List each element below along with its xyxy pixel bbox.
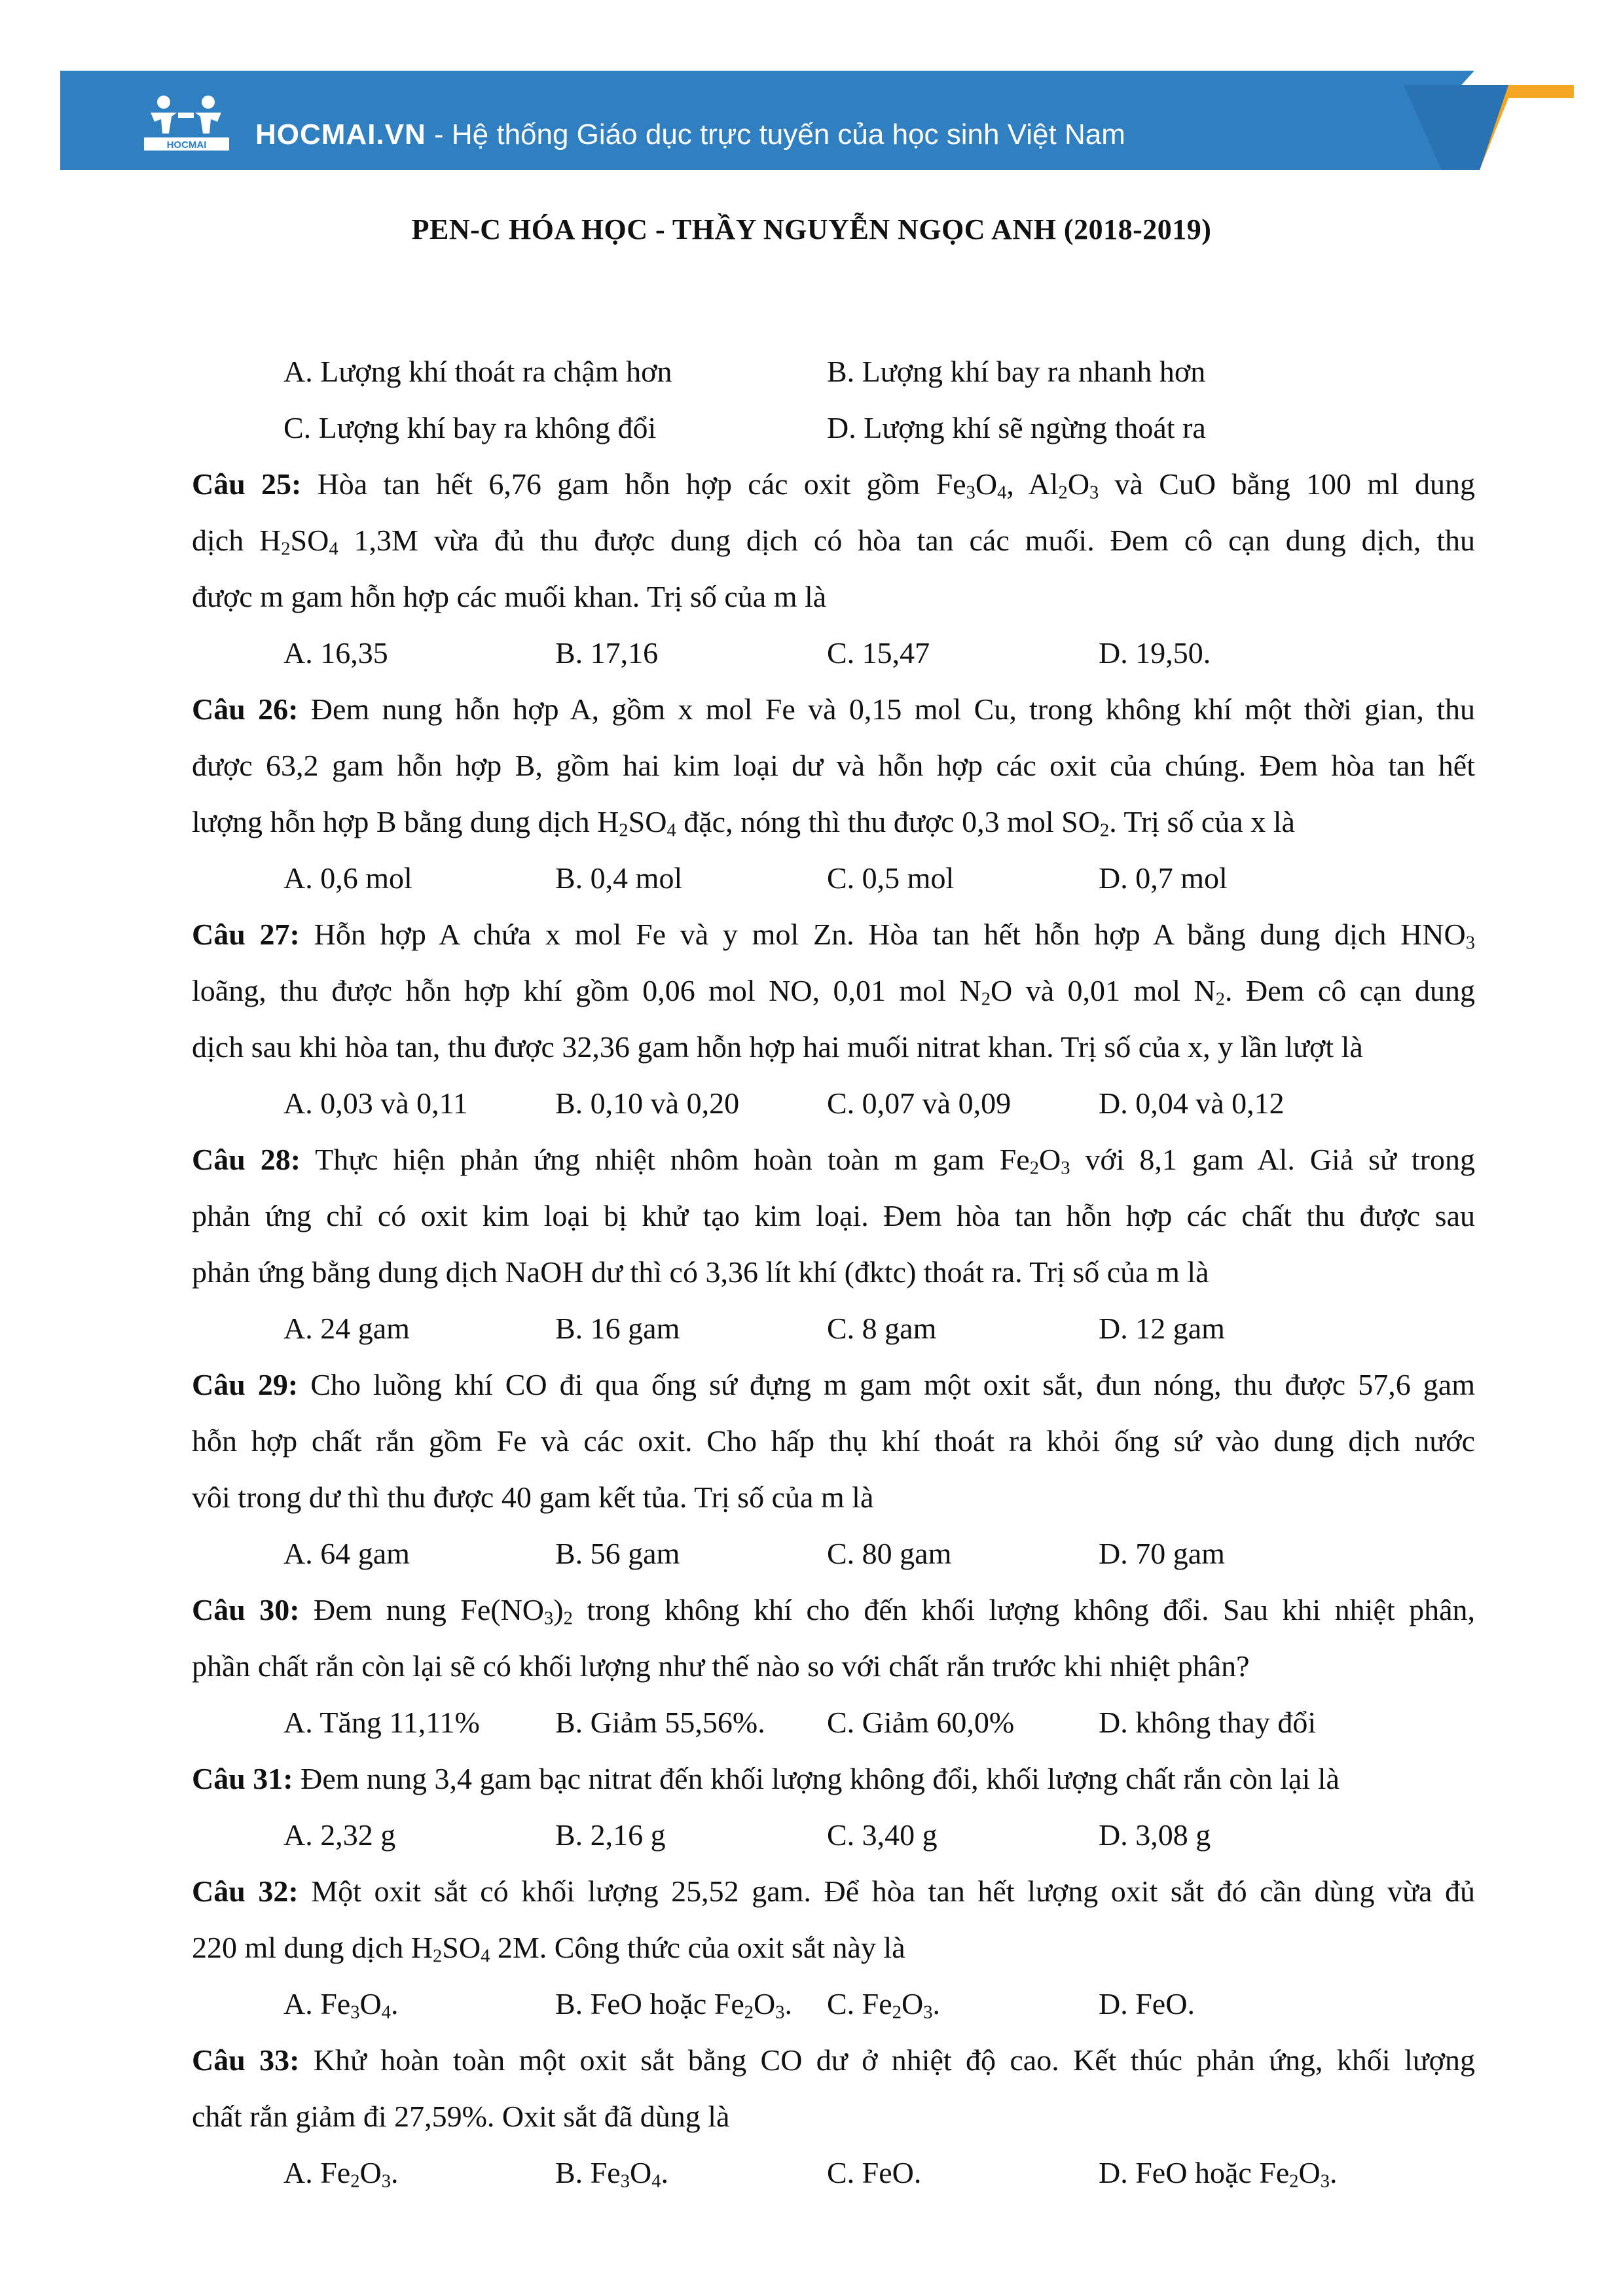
question-label: Câu 33: — [192, 2043, 300, 2077]
option-d: D. 0,7 mol — [1099, 861, 1228, 895]
option-d: D. FeO hoặc $Fe_2O_3$. — [1099, 2156, 1338, 2192]
options-row — [192, 1976, 1475, 2032]
question-text-line: Câu 31: Đem nung 3,4 gam bạc nitrat đến khối lượng không đổi, khối lượng chất rắn còn lại là — [192, 1762, 1340, 1795]
question-text-line: Câu 25: Hòa tan hết 6,76 gam hỗn hợp các oxit gồm $Fe_3O_4$, $Al_2O_3$ và CuO bằng 100 ml dung — [192, 467, 1476, 503]
question-31 — [192, 1751, 1475, 1863]
option-a: A. 0,6 mol — [283, 861, 412, 895]
question-label: Câu 27: — [192, 918, 300, 951]
question-text-line: 220 ml dung dịch $H_2SO_4$ 2M. Công thức của oxit sắt này là — [192, 1931, 905, 1967]
question-text-line: được 63,2 gam hỗn hợp B, gồm hai kim loại dư và hỗn hợp các oxit của chúng. Đem hòa tan hết — [192, 749, 1475, 782]
question-text-line: được m gam hỗn hợp các muối khan. Trị số của m là — [192, 580, 827, 613]
option-c: C. $Fe_2O_3$. — [827, 1987, 940, 2023]
option-a: A. $Fe_2O_3$. — [283, 2156, 399, 2192]
question-text-line: Câu 32: Một oxit sắt có khối lượng 25,52 gam. Để hòa tan hết lượng oxit sắt đó cần dùng vừa đủ — [192, 1874, 1475, 1908]
question-text-line: Câu 26: Đem nung hỗn hợp A, gồm x mol Fe và 0,15 mol Cu, trong không khí một thời gian, thu — [192, 692, 1475, 726]
option-c: C. 8 gam — [827, 1312, 937, 1345]
prev-option-d: D. Lượng khí sẽ ngừng thoát ra — [827, 411, 1206, 444]
prev-options-row-2 — [192, 400, 1475, 456]
option-c: C. 0,5 mol — [827, 861, 955, 895]
options-row — [192, 625, 1475, 681]
question-27 — [192, 906, 1475, 1132]
question-text-line: loãng, thu được hỗn hợp khí gồm 0,06 mol NO, 0,01 mol $N_2O$ và 0,01 mol $N_2$. Đem cô cạn dung — [192, 974, 1475, 1010]
option-b: B. FeO hoặc $Fe_2O_3$. — [555, 1987, 793, 2023]
option-c: C. FeO. — [827, 2156, 922, 2189]
option-a: A. 2,32 g — [283, 1818, 396, 1852]
option-a: A. Tăng 11,11% — [283, 1706, 480, 1739]
options-row — [192, 2145, 1475, 2201]
option-d: D. FeO. — [1099, 1987, 1195, 2020]
option-d: D. 70 gam — [1099, 1537, 1225, 1570]
option-c: C. 15,47 — [827, 636, 930, 670]
question-label: Câu 28: — [192, 1143, 301, 1176]
question-text-line: Câu 33: Khử hoàn toàn một oxit sắt bằng CO dư ở nhiệt độ cao. Kết thúc phản ứng, khối lượng — [192, 2043, 1476, 2077]
options-row — [192, 1807, 1475, 1863]
option-b: B. 2,16 g — [555, 1818, 666, 1852]
question-list — [192, 344, 1475, 2201]
brand-tagline: - Hệ thống Giáo dục trực tuyến của học sinh Việt Nam — [426, 118, 1125, 151]
brand-name: HOCMAI.VN — [255, 118, 426, 151]
option-b: B. Giảm 55,56%. — [555, 1706, 765, 1739]
document-title: PEN-C HÓA HỌC - THẦY NGUYỄN NGỌC ANH (2018-2019) — [411, 213, 1212, 245]
prev-option-c: C. Lượng khí bay ra không đổi — [283, 411, 657, 444]
question-text-line: phản ứng bằng dung dịch NaOH dư thì có 3,36 lít khí (đktc) thoát ra. Trị số của m là — [192, 1255, 1209, 1289]
question-text-line: dịch sau khi hòa tan, thu được 32,36 gam hỗn hợp hai muối nitrat khan. Trị số của x, y lần lượt là — [192, 1030, 1363, 1064]
option-b: B. 0,4 mol — [555, 861, 683, 895]
option-c: C. 0,07 và 0,09 — [827, 1086, 1012, 1120]
header-brand — [255, 109, 1125, 161]
option-b: B. 56 gam — [555, 1537, 680, 1570]
question-25 — [192, 456, 1475, 681]
option-c: C. 3,40 g — [827, 1818, 938, 1852]
question-26 — [192, 681, 1475, 906]
option-d: D. không thay đổi — [1099, 1706, 1317, 1739]
question-label: Câu 26: — [192, 692, 299, 726]
question-text-line: chất rắn giảm đi 27,59%. Oxit sắt đã dùng là — [192, 2100, 730, 2133]
options-row — [192, 1300, 1475, 1357]
question-text-line: vôi trong dư thì thu được 40 gam kết tủa. Trị số của m là — [192, 1480, 874, 1514]
option-a: A. 0,03 và 0,11 — [283, 1086, 468, 1120]
question-label: Câu 30: — [192, 1593, 300, 1626]
question-32 — [192, 1863, 1475, 2032]
option-a: A. 64 gam — [283, 1537, 410, 1570]
question-label: Câu 31: — [192, 1762, 293, 1795]
question-text-line: phần chất rắn còn lại sẽ có khối lượng như thế nào so với chất rắn trước khi nhiệt phân? — [192, 1649, 1250, 1683]
question-text-line: Câu 30: Đem nung $Fe(NO_3)_2$ trong không khí cho đến khối lượng không đổi. Sau khi nhiệt phân, — [192, 1593, 1475, 1629]
question-text-line: lượng hỗn hợp B bằng dung dịch $H_2SO_4$ đặc, nóng thì thu được 0,3 mol $SO_2$. Trị số của x là — [192, 805, 1295, 841]
prev-option-a: A. Lượng khí thoát ra chậm hơn — [283, 355, 672, 388]
question-28 — [192, 1132, 1475, 1357]
options-row — [192, 1695, 1475, 1751]
option-a: A. 24 gam — [283, 1312, 410, 1345]
svg-text:HOCMAI: HOCMAI — [166, 139, 207, 151]
option-b: B. 0,10 và 0,20 — [555, 1086, 740, 1120]
option-b: B. 16 gam — [555, 1312, 680, 1345]
options-row — [192, 1075, 1475, 1132]
question-label: Câu 25: — [192, 467, 302, 501]
option-a: A. 16,35 — [283, 636, 388, 670]
question-text-line: Câu 28: Thực hiện phản ứng nhiệt nhôm hoàn toàn m gam $Fe_2O_3$ với 8,1 gam Al. Giả sử trong — [192, 1143, 1476, 1179]
option-d: D. 3,08 g — [1099, 1818, 1211, 1852]
question-label: Câu 32: — [192, 1874, 299, 1908]
option-d: D. 19,50. — [1099, 636, 1211, 670]
option-d: D. 0,04 và 0,12 — [1099, 1086, 1285, 1120]
question-29 — [192, 1357, 1475, 1582]
option-c: C. Giảm 60,0% — [827, 1706, 1015, 1739]
prev-options-row-1 — [192, 344, 1475, 400]
option-d: D. 12 gam — [1099, 1312, 1225, 1345]
options-row — [192, 850, 1475, 906]
question-text-line: hỗn hợp chất rắn gồm Fe và các oxit. Cho hấp thụ khí thoát ra khỏi ống sứ vào dung dịch nước — [192, 1424, 1475, 1458]
question-text-line: Câu 27: Hỗn hợp A chứa x mol Fe và y mol Zn. Hòa tan hết hỗn hợp A bằng dung dịch $HNO_3$ — [192, 918, 1475, 954]
hocmai-logo — [137, 93, 236, 153]
question-30 — [192, 1582, 1475, 1751]
option-c: C. 80 gam — [827, 1537, 952, 1570]
option-b: B. $Fe_3O_4$. — [555, 2156, 668, 2192]
option-a: A. $Fe_3O_4$. — [283, 1987, 399, 2023]
question-33 — [192, 2032, 1475, 2201]
question-text-line: dịch $H_2SO_4$ 1,3M vừa đủ thu được dung dịch có hòa tan các muối. Đem cô cạn dung dịch, thu — [192, 524, 1475, 560]
prev-option-b: B. Lượng khí bay ra nhanh hơn — [827, 355, 1206, 388]
header-banner — [60, 71, 1574, 170]
question-label: Câu 29: — [192, 1368, 299, 1401]
options-row — [192, 1526, 1475, 1582]
question-text-line: phản ứng chỉ có oxit kim loại bị khử tạo kim loại. Đem hòa tan hỗn hợp các chất thu được sau — [192, 1199, 1475, 1232]
question-text-line: Câu 29: Cho luồng khí CO đi qua ống sứ đựng m gam một oxit sắt, đun nóng, thu được 57,6 gam — [192, 1368, 1475, 1401]
option-b: B. 17,16 — [555, 636, 659, 670]
